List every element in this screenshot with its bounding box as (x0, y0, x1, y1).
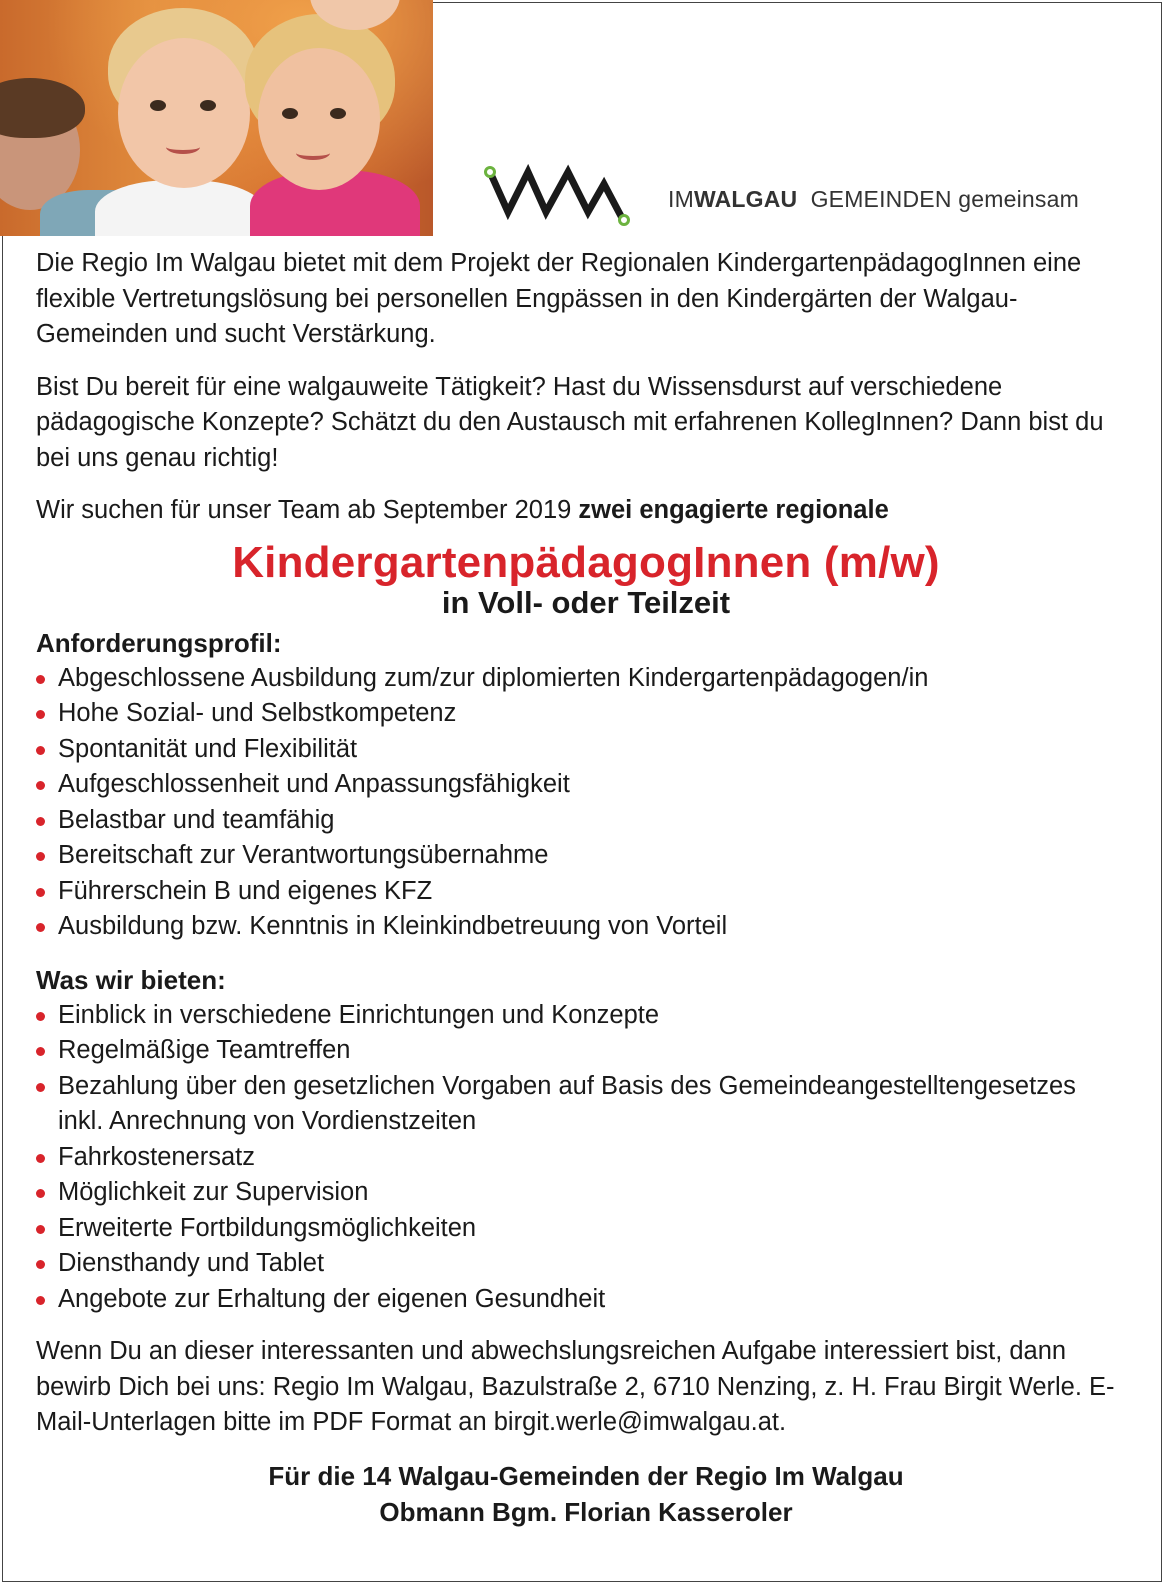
bullet-icon (36, 1083, 45, 1092)
logo-suffix: GEMEINDEN gemeinsam (810, 186, 1079, 212)
job-title: KindergartenpädagogInnen (m/w) (232, 537, 940, 587)
list-item: Spontanität und Flexibilität (36, 732, 1136, 768)
list-item: Ausbildung bzw. Kenntnis in Kleinkindbetreuung von Vorteil (36, 909, 1136, 945)
bullet-icon (36, 1012, 45, 1021)
bullet-icon (36, 746, 45, 755)
logo-wave-mark (490, 172, 622, 218)
bullet-icon (36, 817, 45, 826)
bullet-icon (36, 923, 45, 932)
children-photo (0, 0, 433, 236)
list-item: Bezahlung über den gesetzlichen Vorgaben auf Basis des Gemeindeangestelltengesetzes inkl. Anrechnung von Vordienstzeiten (36, 1069, 1136, 1140)
list-item: Abgeschlossene Ausbildung zum/zur diplomierten Kindergartenpädagogen/in (36, 661, 1136, 697)
bullet-icon (36, 1260, 45, 1269)
list-item: Führerschein B und eigenes KFZ (36, 874, 1136, 910)
list-item: Aufgeschlossenheit und Anpassungsfähigkeit (36, 767, 1136, 803)
intro-p3-text: Wir suchen für unser Team ab September 2019 (36, 496, 579, 524)
bullet-icon (36, 675, 45, 684)
bullet-icon (36, 888, 45, 897)
intro-p3-bold: zwei engagierte regionale (578, 496, 889, 524)
signature-line-2: Obmann Bgm. Florian Kasseroler (379, 1496, 793, 1527)
signature-block (36, 1458, 1136, 1530)
intro-paragraph-1: Die Regio Im Walgau bietet mit dem Projekt der Regionalen KindergartenpädagogInnen eine flexible Vertretungslösung bei personellen Engpässen in den Kindergärten der Walgau-Gemeinden und sucht Verstärkung. (36, 249, 1082, 348)
list-item: Möglichkeit zur Supervision (36, 1175, 1136, 1211)
bullet-icon (36, 1225, 45, 1234)
requirements-title: Anforderungsprofil: (36, 627, 282, 658)
list-item: Bereitschaft zur Verantwortungsübernahme (36, 838, 1136, 874)
intro-paragraph-2: Bist Du bereit für eine walgauweite Tätigkeit? Hast du Wissensdurst auf verschiedene pädagogische Konzepte? Schätzt du den Austausch mit erfahrenen KollegInnen? Dann bist du bei uns genau richtig! (36, 372, 1104, 472)
closing-paragraph: Wenn Du an dieser interessanten und abwechslungsreichen Aufgabe interessiert bist, dann bewirb Dich bei uns: Regio Im Walgau, Bazulstraße 2, 6710 Nenzing, z. H. Frau Birgit Werle. E-Mail-Unterlagen bitte im PDF Format an birgit.werle@imwalgau.at. (36, 1337, 1115, 1436)
list-item: Hohe Sozial- und Selbstkompetenz (36, 696, 1136, 732)
logo-wordmark (668, 186, 1079, 213)
requirements-list (36, 661, 1136, 945)
job-subtitle: in Voll- oder Teilzeit (441, 584, 731, 620)
offer-list (36, 998, 1136, 1318)
list-item: Diensthandy und Tablet (36, 1246, 1136, 1282)
bullet-icon (36, 710, 45, 719)
list-item: Regelmäßige Teamtreffen (36, 1033, 1136, 1069)
bullet-icon (36, 1296, 45, 1305)
list-item: Belastbar und teamfähig (36, 803, 1136, 839)
list-item: Angebote zur Erhaltung der eigenen Gesundheit (36, 1282, 1136, 1318)
bullet-icon (36, 1154, 45, 1163)
list-item: Fahrkostenersatz (36, 1140, 1136, 1176)
bullet-icon (36, 1047, 45, 1056)
bullet-icon (36, 852, 45, 861)
signature-line-1: Für die 14 Walgau-Gemeinden der Regio Im Walgau (268, 1460, 904, 1491)
logo-dot-end (620, 216, 629, 225)
logo-brand: WALGAU (693, 186, 798, 212)
ad-body (36, 246, 1136, 1530)
logo-prefix: IM (668, 186, 694, 212)
intro-paragraph-3 (36, 493, 1136, 529)
offer-title: Was wir bieten: (36, 964, 226, 995)
list-item: Erweiterte Fortbildungsmöglichkeiten (36, 1211, 1136, 1247)
list-item: Einblick in verschiedene Einrichtungen und Konzepte (36, 998, 1136, 1034)
bullet-icon (36, 781, 45, 790)
bullet-icon (36, 1189, 45, 1198)
logo-dot-start (486, 168, 495, 177)
